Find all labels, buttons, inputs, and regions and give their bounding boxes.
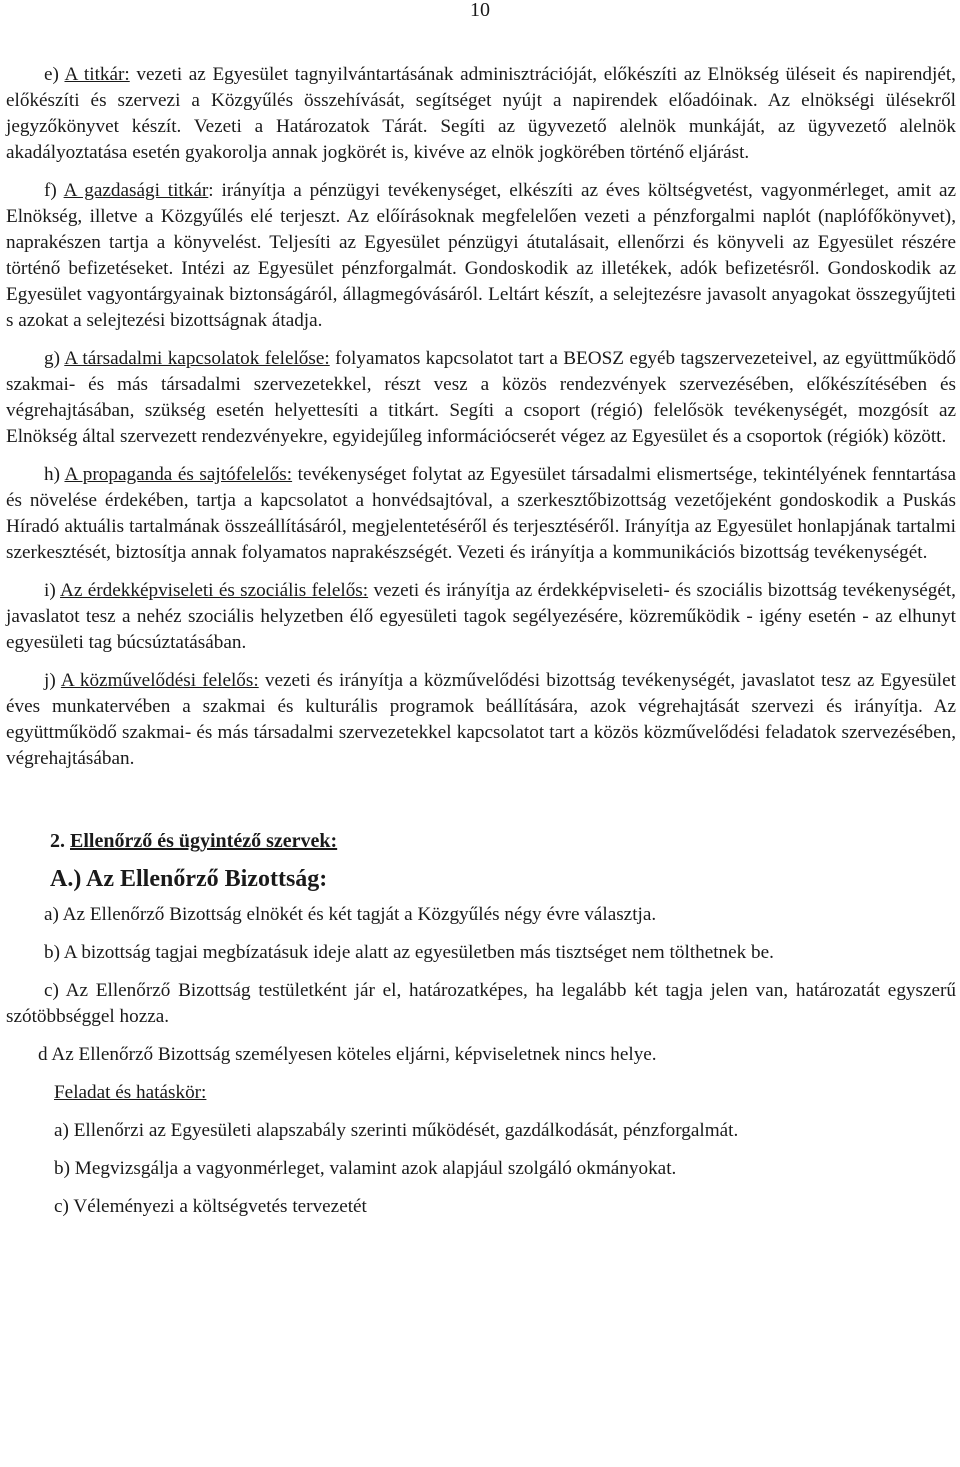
page-number: 10	[470, 0, 490, 21]
section-number: 2.	[50, 830, 65, 852]
document-body	[6, 62, 956, 1220]
role-title: A gazdasági titkár	[63, 180, 209, 201]
paragraph-h	[6, 462, 956, 566]
list-item: d Az Ellenőrző Bizottság személyesen köteles eljárni, képviseletnek nincs helye.	[38, 1044, 657, 1065]
task-item: c) Véleményezi a költségvetés tervezetét	[54, 1196, 367, 1217]
paragraph-e	[6, 62, 956, 166]
paragraph-label: f)	[44, 180, 57, 201]
tasks-subheading	[54, 1080, 956, 1106]
section-heading	[50, 828, 956, 854]
role-title: A titkár:	[64, 64, 130, 85]
paragraph-f	[6, 178, 956, 334]
paragraph-text: vezeti az Egyesület tagnyilvántartásának adminisztrációját, előkészíti az Elnökség üléseit és napirendjét, előkészíti és szervezi a Közgyűlés összehívását, segítséget nyújt a napirendek előadóinak. Az elnökségi ülésekről jegyzőkönyvet készít. Vezeti a Határozatok Tárát. Segíti az ügyvezető alelnök munkáját, az ügyvezető alelnök akadályoztatása esetén gyakorolja annak jogkörét is, kivéve az elnök jogkörében történő eljárást.	[6, 64, 956, 163]
paragraph-g	[6, 346, 956, 450]
paragraph-text: : irányítja a pénzügyi tevékenységet, elkészíti az éves költségvetést, vagyonmérleget, amit az Elnökség, illetve a Közgyűlés elé terjeszt. Az előírásoknak megfelelően vezeti a pénzforgalmi naplót (naplófőkönyvet), naprakészen tartja a könyvelést. Teljesíti az Egyesület pénzügyi átutalásait, ellenőrzi és könyveli az Egyesület részére történő befizetéseket. Intézi az Egyesület pénzforgalmát. Gondoskodik az illetékek, adók befizetésről. Gondoskodik az Egyesület vagyontárgyainak biztonságáról, állagmegóvásáról. Leltárt készít, a selejtezésre javasolt anyagokat összegyűjteti s azokat a selejtezési bizottságnak átadja.	[6, 180, 956, 331]
task-item: a) Ellenőrzi az Egyesületi alapszabály szerinti működését, gazdálkodását, pénzforgalmát.	[54, 1120, 739, 1141]
role-title: A propaganda és sajtófelelős:	[64, 464, 293, 485]
paragraph-text: folyamatos kapcsolatot tart a BEOSZ egyéb tagszervezeteivel, az együttműködő szakmai- és más társadalmi szervezetekkel, részt vesz a közös rendezvények szervezésében, előkészítésében és végrehajtásában, szükség esetén helyettesíti a titkárt. Segíti a csoport (régió) felelősök tevékenységét, mozgósít az Elnökség által szervezett rendezvényekre, egyidejűleg információcserét végez az Egyesület és a csoportok (régiók) között.	[6, 348, 956, 447]
paragraph-text: tevékenységet folytat az Egyesület társadalmi elismertsége, tekintélyének fenntartása és növelése érdekében, tartja a kapcsolatot a honvédsajtóval, a szerkesztőbizottság vezetőjeként gondoskodik a Puskás Híradó aktuális tartalmának összeállításáról, megjelentetéséről és terjesztéséről. Irányítja az Egyesület honlapjának tartalmi szerkesztését, biztosítja annak folyamatos naprakészségét. Vezeti és irányítja a kommunikációs bizottság tevékenységét.	[6, 464, 956, 563]
list-item: c) Az Ellenőrző Bizottság testületként jár el, határozatképes, ha legalább két tagja jelen van, határozatát egyszerű szótöbbséggel hozza.	[6, 980, 956, 1027]
paragraph-label: h)	[44, 464, 60, 485]
tasks-subheading-text: Feladat és hatáskör:	[54, 1082, 207, 1103]
paragraph-label: j)	[44, 670, 56, 691]
task-item: b) Megvizsgálja a vagyonmérleget, valamint azok alapjául szolgáló okmányokat.	[54, 1158, 677, 1179]
paragraph-text: vezeti és irányítja az érdekképviseleti- és szociális bizottság tevékenységét, javaslatot tesz a nehéz szociális helyzetben élő egyesületi tagok segélyezésére, közreműködik - igény esetén - az elhunyt egyesületi tag búcsúztatásában.	[6, 580, 956, 653]
paragraph-label: g)	[44, 348, 60, 369]
paragraph-i	[6, 578, 956, 656]
role-title: A közművelődési felelős:	[60, 670, 259, 691]
subsection-heading: A.) Az Ellenőrző Bizottság:	[50, 866, 328, 892]
paragraph-text: vezeti és irányítja a közművelődési bizottság tevékenységét, javaslatot tesz az Egyesület éves munkatervében a szakmai és kulturális programok beállítására, azok végrehajtását szervezi és irányítja. Az együttműködő szakmai- és más társadalmi szervezetekkel kapcsolatot tart a közös közművelődési feladatok szervezésében, végrehajtásában.	[6, 670, 956, 769]
role-title: A társadalmi kapcsolatok felelőse:	[64, 348, 330, 369]
list-item: a) Az Ellenőrző Bizottság elnökét és két tagját a Közgyűlés négy évre választja.	[44, 904, 657, 925]
section-title: Ellenőrző és ügyintéző szervek:	[70, 830, 338, 852]
role-title: Az érdekképviseleti és szociális felelős:	[60, 580, 369, 601]
paragraph-j	[6, 668, 956, 772]
paragraph-label: i)	[44, 580, 56, 601]
list-item: b) A bizottság tagjai megbízatásuk ideje alatt az egyesületben más tisztséget nem tölthetnek be.	[44, 942, 774, 963]
paragraph-label: e)	[44, 64, 59, 85]
